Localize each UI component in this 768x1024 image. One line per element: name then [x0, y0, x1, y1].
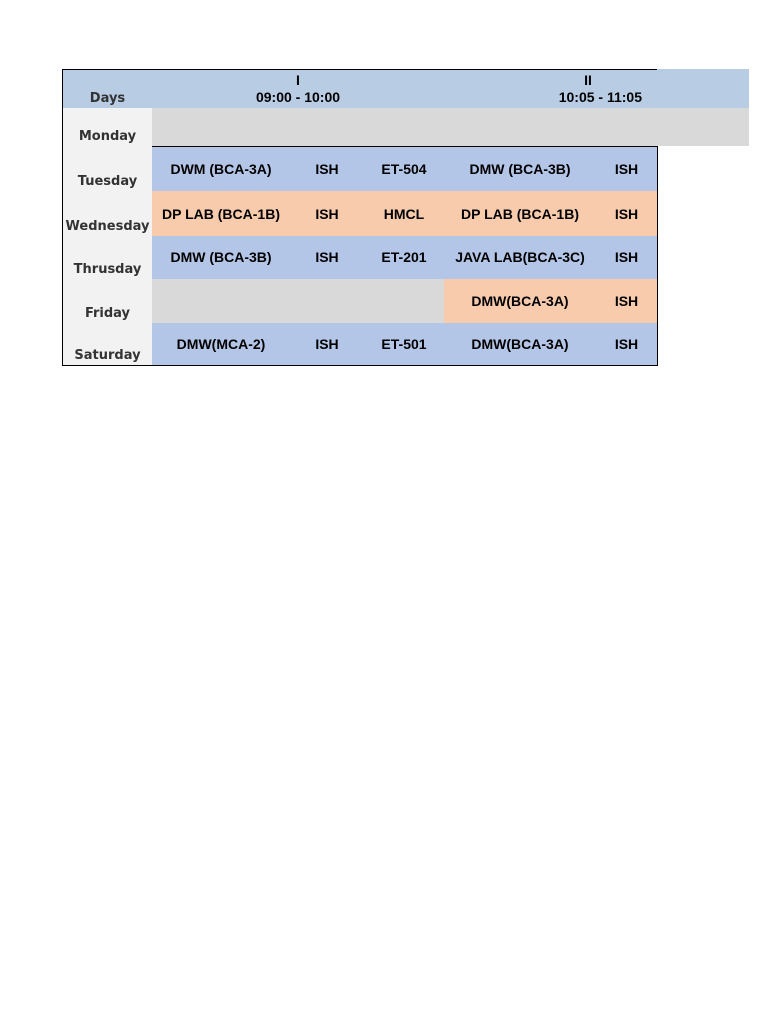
- day-monday: Monday: [62, 108, 153, 147]
- tuesday-p1-teacher: ISH: [290, 146, 365, 192]
- days-header: Days: [62, 69, 153, 109]
- period-1-numeral: I: [296, 72, 300, 88]
- saturday-p1-subject: DMW(MCA-2): [152, 323, 291, 366]
- header-extension: [657, 69, 749, 109]
- period-2-numeral: II: [584, 72, 592, 88]
- saturday-p1-room: ET-501: [364, 323, 445, 366]
- tuesday-p2-teacher: ISH: [596, 146, 658, 192]
- day-friday: Friday: [62, 279, 153, 324]
- day-tuesday: Tuesday: [62, 146, 153, 192]
- wednesday-p2-subject: DP LAB (BCA-1B): [444, 191, 597, 237]
- period-2-time: 10:05 - 11:05: [558, 89, 642, 105]
- period-2-header: [444, 69, 657, 109]
- thursday-p1-subject: DMW (BCA-3B): [152, 236, 291, 280]
- friday-p1-teacher-empty: [290, 279, 365, 324]
- monday-period-2-empty: [444, 108, 749, 146]
- day-wednesday: Wednesday: [62, 191, 153, 237]
- saturday-p1-teacher: ISH: [290, 323, 365, 366]
- friday-p2-teacher: ISH: [596, 279, 658, 324]
- thursday-p2-teacher: ISH: [596, 236, 658, 280]
- saturday-p2-subject: DMW(BCA-3A): [444, 323, 597, 366]
- tuesday-p1-room: ET-504: [364, 146, 445, 192]
- friday-p2-subject: DMW(BCA-3A): [444, 279, 597, 324]
- tuesday-p2-subject: DMW (BCA-3B): [444, 146, 597, 192]
- friday-p1-subject-empty: [152, 279, 291, 324]
- period-1-header: [152, 69, 445, 109]
- wednesday-p1-subject: DP LAB (BCA-1B): [152, 191, 291, 237]
- friday-p1-room-empty: [364, 279, 445, 324]
- thursday-p1-teacher: ISH: [290, 236, 365, 280]
- thursday-p1-room: ET-201: [364, 236, 445, 280]
- tuesday-p1-subject: DWM (BCA-3A): [152, 146, 291, 192]
- day-saturday: Saturday: [62, 323, 153, 366]
- thursday-p2-subject: JAVA LAB(BCA-3C): [444, 236, 597, 280]
- wednesday-p1-teacher: ISH: [290, 191, 365, 237]
- wednesday-p1-room: HMCL: [364, 191, 445, 237]
- monday-period-1-empty: [152, 108, 445, 147]
- wednesday-p2-teacher: ISH: [596, 191, 658, 237]
- day-thursday: Thrusday: [62, 236, 153, 280]
- period-1-time: 09:00 - 10:00: [255, 89, 341, 105]
- saturday-p2-teacher: ISH: [596, 323, 658, 366]
